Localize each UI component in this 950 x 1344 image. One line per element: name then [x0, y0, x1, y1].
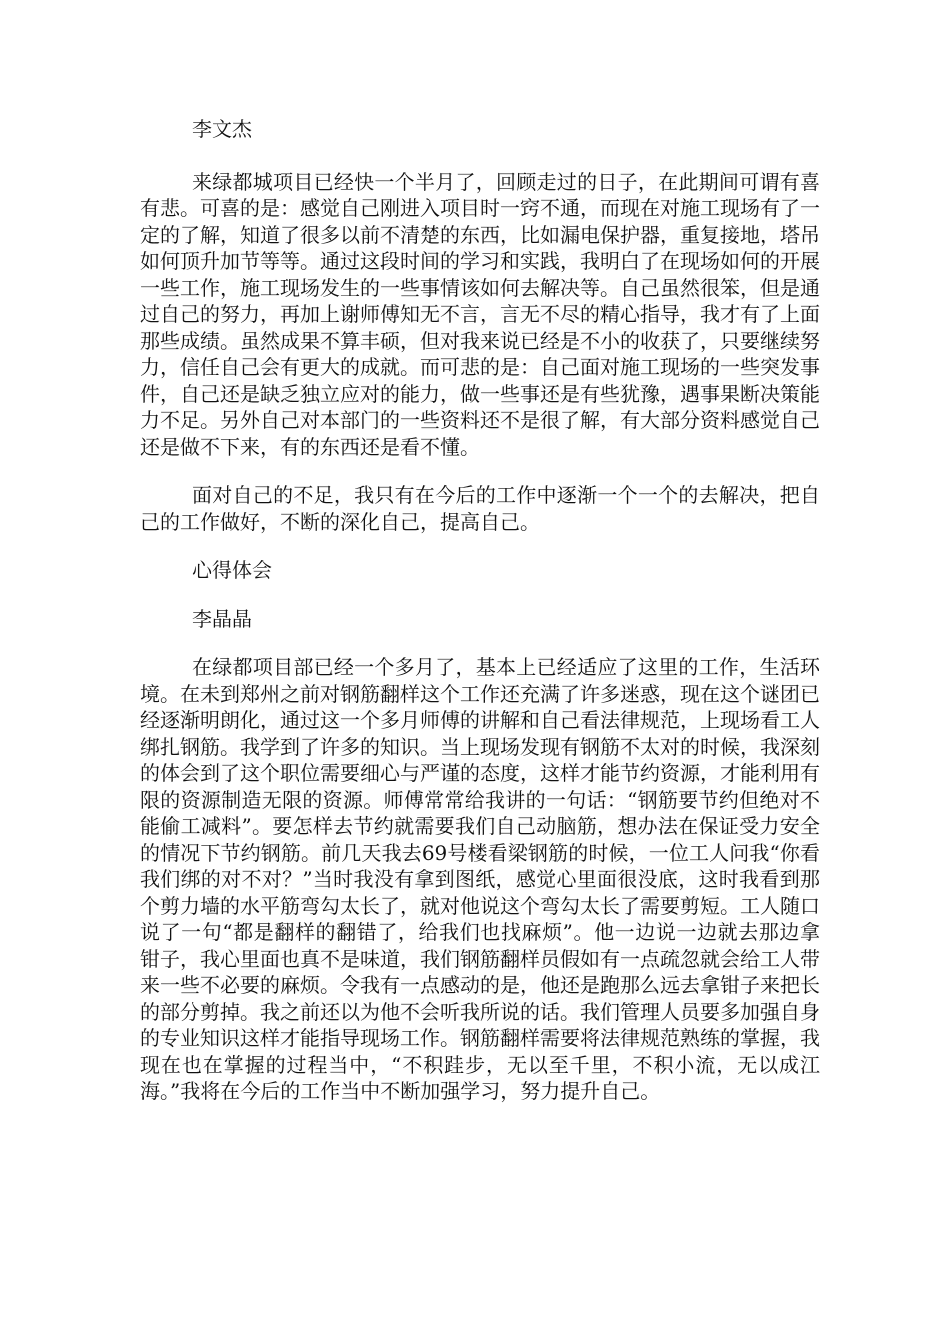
document-page	[140, 116, 820, 1105]
body-paragraph: 面对自己的不足，我只有在今后的工作中逐渐一个一个的去解决，把自己的工作做好，不断的深化自己，提高自己。	[140, 483, 820, 534]
author-name: 李晶晶	[192, 606, 252, 631]
body-paragraph: 在绿都项目部已经一个多月了，基本上已经适应了这里的工作，生活环境。在未到郑州之前对钢筋翻样这个工作还充满了许多迷惑，现在这个谜团已经逐渐明朗化，通过这一个多月师傅的讲解和自己看法律规范，上现场看工人绑扎钢筋。我学到了许多的知识。当上现场发现有钢筋不太对的时候，我深刻的体会到了这个职位需要细心与严谨的态度，这样才能节约资源，才能利用有限的资源制造无限的资源。师傅常常给我讲的一句话：“钢筋要节约但绝对不能偷工减料”。要怎样去节约就需要我们自己动脑筋，想办法在保证受力安全的情况下节约钢筋。前几天我去69号楼看梁钢筋的时候，一位工人问我“你看我们绑的对不对？”当时我没有拿到图纸，感觉心里面很没底，这时我看到那个剪力墙的水平筋弯勾太长了，就对他说这个弯勾太长了需要剪短。工人随口说了一句“都是翻样的翻错了，给我们也找麻烦”。他一边说一边就去那边拿钳子，我心里面也真不是味道，我们钢筋翻样员假如有一点疏忽就会给工人带来一些不必要的麻烦。令我有一点感动的是，他还是跑那么远去拿钳子来把长的部分剪掉。我之前还以为他不会听我所说的话。我们管理人员要多加强自身的专业知识这样才能指导现场工作。钢筋翻样需要将法律规范熟练的掌握，我现在也在掌握的过程当中，“不积跬步，无以至千里，不积小流，无以成江海。”我将在今后的工作当中不断加强学习，努力提升自己。	[140, 655, 820, 1103]
section-title: 心得体会	[192, 558, 272, 582]
body-paragraph: 来绿都城项目已经快一个半月了，回顾走过的日子，在此期间可谓有喜有悲。可喜的是：感觉自己刚进入项目时一窍不通，而现在对施工现场有了一定的了解，知道了很多以前不清楚的东西，比如漏电保护器，重复接地，塔吊如何顶升加节等等。通过这段时间的学习和实践，我明白了在现场如何的开展一些工作，施工现场发生的一些事情该如何去解决等。自己虽然很笨，但是通过自己的努力，再加上谢师傅知无不言，言无不尽的精心指导，我才有了上面那些成绩。虽然成果不算丰硕，但对我来说已经是不小的收获了，只要继续努力，信任自己会有更大的成就。而可悲的是：自己面对施工现场的一些突发事件，自己还是缺乏独立应对的能力，做一些事还是有些犹豫，遇事果断决策能力不足。另外自己对本部门的一些资料还不是很了解，有大部分资料感觉自己还是做不下来，有的东西还是看不懂。	[140, 169, 820, 459]
author-name: 李文杰	[192, 117, 252, 141]
